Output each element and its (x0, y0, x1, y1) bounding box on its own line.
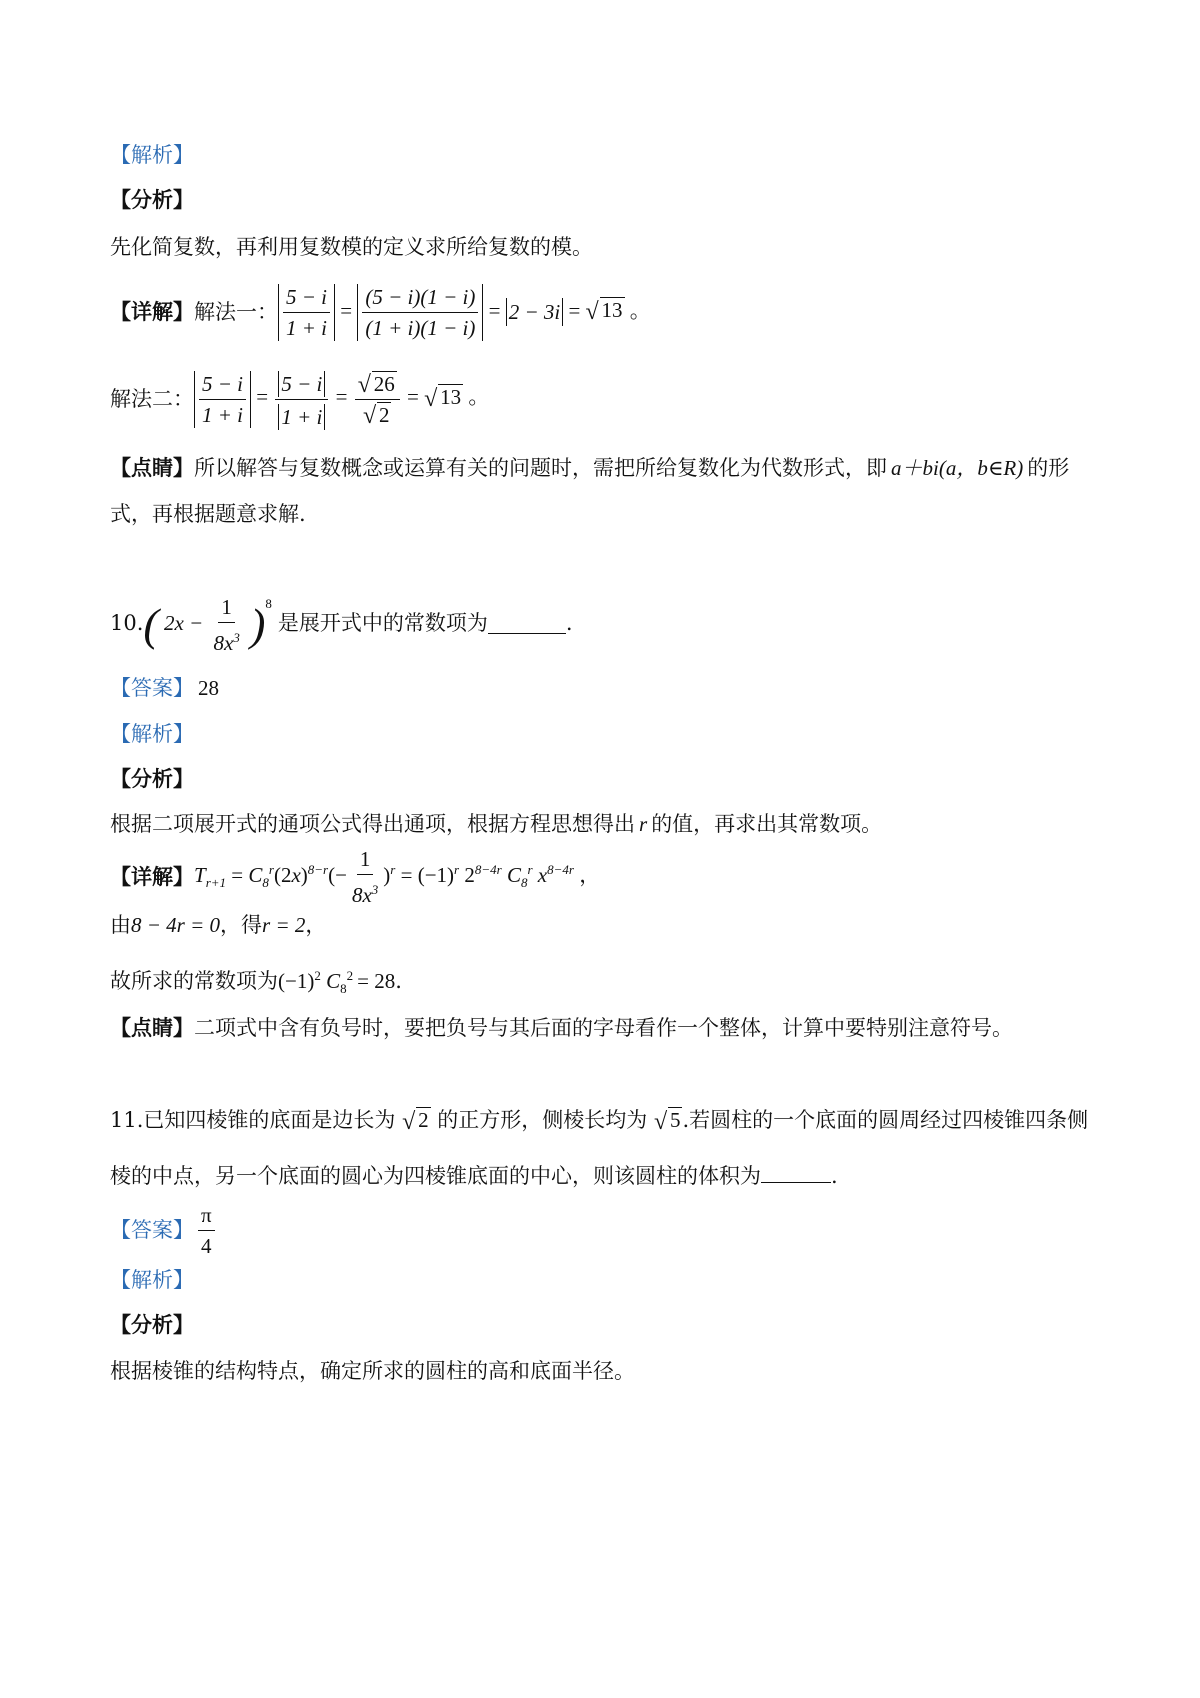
step-get: ，得 (220, 913, 263, 937)
method2-label: 解法二： (110, 387, 194, 411)
jiexi-label-9: 【解析】 (110, 143, 194, 167)
q10-text: 是展开式中的常数项为 (277, 611, 488, 635)
method2-line (110, 368, 1100, 430)
step-eq: 8 − 4r = 0 (131, 913, 221, 937)
analysis-text-11: 根据棱锥的结构特点，确定所求的圆柱的高和底面半径。 (110, 1359, 635, 1383)
xiangjie-label-10: 【详解】 (110, 864, 194, 889)
comment-math-9: a＋bi(a，b∈R) (891, 456, 1024, 480)
q10-end: . (565, 611, 573, 635)
step-line-10 (110, 911, 1100, 939)
comment-text-9b: 的形 (1027, 456, 1070, 480)
q11-blank (761, 1162, 831, 1183)
xiangjie-label-9: 【详解】 (110, 299, 194, 324)
step-from: 由 (110, 913, 131, 937)
q10-blank (488, 613, 566, 634)
comment-line-9b: 式，再根据题意求解. (110, 502, 306, 526)
comment-text-10: 二项式中含有负号时，要把负号与其后面的字母看作一个整体，计算中要特别注意符号。 (194, 1016, 1013, 1040)
method1-formula: $\frac{5 - i}{1 + i}$ = $\frac{(5 - i)(1 - i)}{(1 + i)(1 - i)}$ = 2 − 3i = √ 13 。 (278, 284, 651, 341)
result-end-10: . (395, 969, 402, 993)
sqrt-2: √ 2 (402, 1108, 429, 1135)
question-11-line2 (110, 1162, 1100, 1190)
analysis-text-9: 先化简复数，再利用复数模的定义求所给复数的模。 (110, 235, 593, 259)
method1-line (110, 282, 1100, 342)
jiexi-label-11: 【解析】 (110, 1268, 194, 1292)
dianjing-label-10: 【点睛】 (110, 1015, 194, 1040)
analysis-line-10 (110, 810, 1100, 838)
step-r: r = 2 (262, 913, 306, 937)
q11-line2: 棱的中点，另一个底面的圆心为四棱锥底面的中心，则该圆柱的体积为 (110, 1164, 761, 1188)
q11-text-b: 的正方形，侧棱长均为 (437, 1108, 648, 1132)
q10-binomial: ( 2x − $\frac{1}{8x^3}$ )$^8$ (143, 595, 272, 656)
fenxi-label-10: 【分析】 (110, 766, 194, 791)
q10-number: 10. (110, 611, 144, 635)
method1-label: 解法一： (194, 300, 278, 324)
comment-text-9a: 所以解答与复数概念或运算有关的问题时，需把所给复数化为代数形式，即 (194, 456, 887, 480)
answer-line-10 (110, 674, 1100, 702)
fenxi-label-9: 【分析】 (110, 187, 194, 212)
q11-end: . (831, 1164, 838, 1188)
dianjing-label-9: 【点睛】 (110, 455, 194, 480)
detail-line-10 (110, 846, 1100, 908)
sqrt-5: √ 5 (653, 1108, 681, 1135)
fenxi-label-11: 【分析】 (110, 1312, 194, 1337)
analysis-end-10: 的值，再求出其常数项。 (651, 812, 883, 836)
question-10 (110, 588, 1100, 658)
daan-label-10: 【答案】 (110, 676, 194, 700)
result-formula-10: $(-1)^2$ $C_8^2$ (278, 968, 354, 997)
jiexi-label-10: 【解析】 (110, 722, 194, 746)
result-line-10 (110, 962, 1100, 1003)
answer-den-11: 4 (201, 1233, 212, 1258)
answer-line-11 (110, 1204, 1100, 1256)
step-end: ， (305, 913, 327, 937)
daan-label-11: 【答案】 (110, 1218, 194, 1242)
question-11-line1 (110, 1106, 1100, 1134)
q11-number: 11. (110, 1108, 144, 1132)
result-value-10: = 28 (357, 969, 396, 993)
q11-text-c: .若圆柱的一个底面的圆周经过四棱锥四条侧 (682, 1108, 1089, 1132)
method2-formula: $\frac{5 - i}{1 + i}$ = $\frac{5 - i}{1 + i}$ = √ 26 √ 2 = √ 13 。 (194, 368, 489, 429)
answer-num-11: π (198, 1202, 215, 1231)
answer-value-10: 28 (198, 676, 219, 700)
q11-text-a: 已知四棱锥的底面是边长为 (143, 1108, 396, 1132)
general-term-formula: $T_{r+1} = C_8^r(2x)^{8-r}(-$ $\frac{1}{8x^3}$ )$^r = (-1)^r$ $2^{8-4r}$ $C_8^r$ $x^{8-4r}$ ， (194, 847, 601, 907)
analysis-text-10: 根据二项展开式的通项公式得出通项，根据方程思想得出 (110, 812, 635, 836)
analysis-var-10: r (639, 812, 648, 836)
result-text-10: 故所求的常数项为 (110, 969, 278, 993)
answer-fraction-11 (198, 1202, 215, 1259)
comment-line-9a (110, 454, 1100, 482)
comment-line-10 (110, 1014, 1100, 1042)
